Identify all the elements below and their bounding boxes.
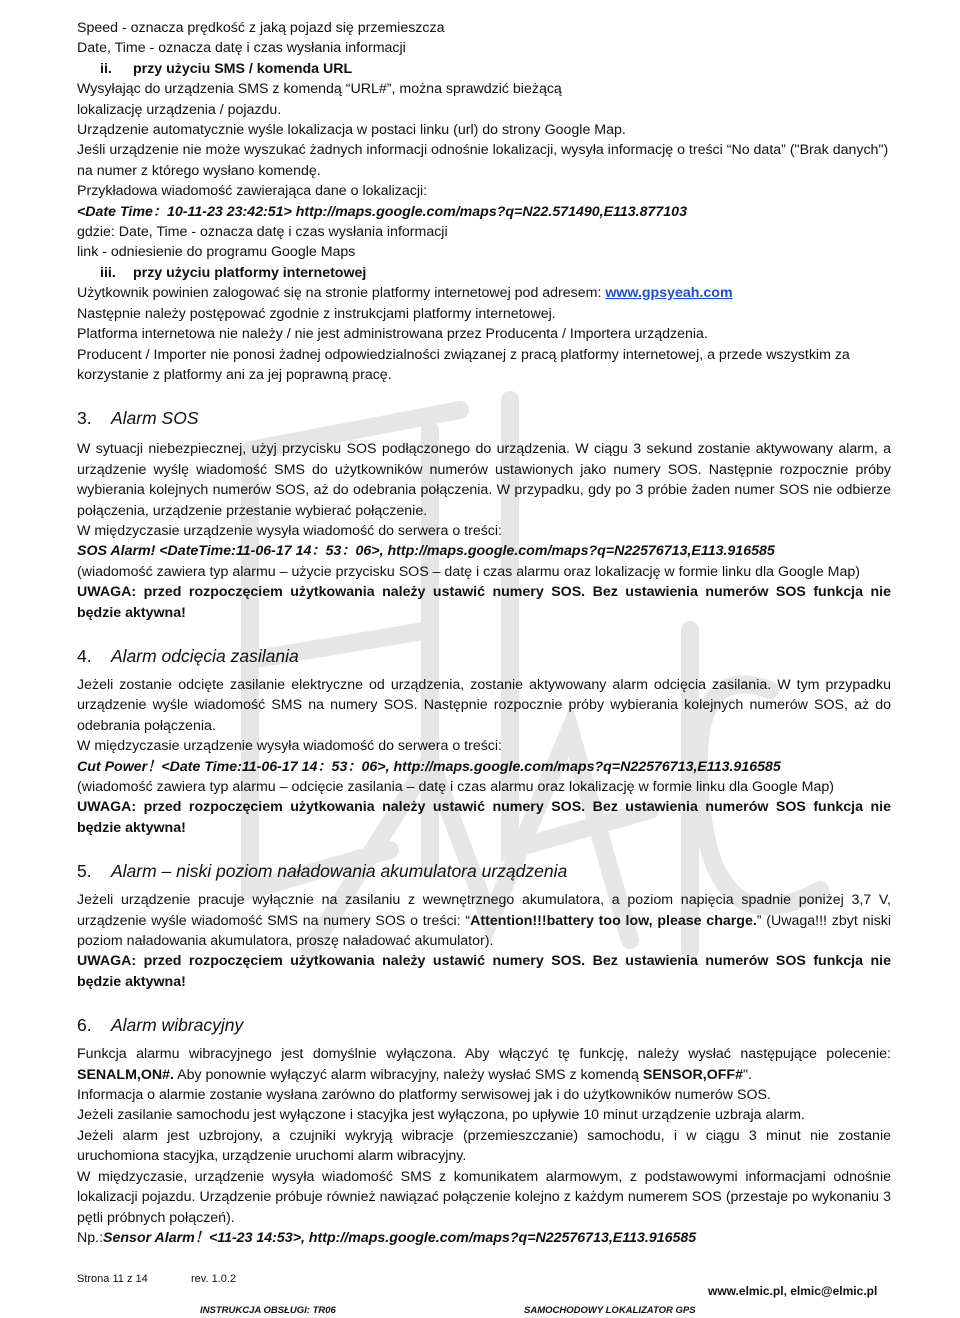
section-number: 4.: [77, 645, 92, 666]
subsection-number: iii.: [100, 264, 116, 281]
manual-title: INSTRUKCJA OBSŁUGI: TR06: [200, 1305, 336, 1316]
warning-note: UWAGA: przed rozpoczęciem użytkowania należy ustawić numery SOS. Bez ustawienia numerów SOS funkcja nie będzie aktywna!: [77, 584, 891, 621]
text-line: Następnie należy postępować zgodnie z instrukcjami platformy internetowej.: [77, 305, 556, 322]
section-title: Alarm – niski poziom naładowania akumulatora urządzenia: [111, 861, 568, 882]
text-paragraph: [77, 890, 891, 951]
example-message: <Date Time：10-11-23 23:42:51> http://maps.google.com/maps?q=N22.571490,E113.877103: [77, 203, 687, 220]
gpsyeah-link[interactable]: www.gpsyeah.com: [605, 285, 733, 302]
section-title: Alarm odcięcia zasilania: [111, 645, 299, 666]
revision: rev. 1.0.2: [191, 1273, 237, 1285]
section-title: Alarm wibracyjny: [111, 1015, 244, 1036]
subsection-title: przy użyciu SMS / komenda URL: [133, 60, 353, 77]
section-number: 3.: [77, 408, 92, 429]
contact-info: www.elmic.pl, elmic@elmic.pl: [708, 1284, 878, 1298]
text-line: (wiadomość zawiera typ alarmu – odcięcie zasilania – datę i czas alarmu oraz lokalizację w formie linku dla Google Map): [77, 779, 835, 795]
text-line: Informacja o alarmie zostanie wysłana zarówno do platformy serwisowej jak i do użytkowników numerów SOS.: [77, 1087, 771, 1104]
section-heading-5: [77, 860, 891, 882]
example-message: [77, 541, 891, 561]
text-line: Urządzenie automatycznie wyśle lokalizacja w postaci linku (url) do strony Google Map.: [77, 122, 626, 139]
example-message: Cut Power！<Date Time:11-06-17 14：53：06>, http://maps.google.com/maps?q=N22576713,E113.916585: [77, 758, 781, 775]
section-number: 5.: [77, 861, 92, 882]
section-heading-4: [77, 645, 891, 667]
subsection-number: ii.: [100, 60, 112, 77]
text-paragraph: W sytuacji niebezpiecznej, użyj przycisku SOS podłączonego do urządzenia. W ciągu 3 sekund zostanie aktywowany alarm, a urządzenie wyślę wiadomość SMS do użytkowników numerów ustawionych jako numery SOS. Następnie rozpocznie próby wybierania kolejnych numerów SOS, aż do odebrania połączenia. W przypadku, gdy po 3 próbie żaden numer SOS nie odbierze połączenia, urządzenie przestanie wybierać połączenie.: [77, 441, 891, 519]
subsection-title: przy użyciu platformy internetowej: [133, 264, 367, 281]
section-title: Alarm SOS: [111, 408, 199, 429]
section-heading-3: [77, 407, 891, 429]
command-sensor-off: SENSOR,OFF#: [642, 1066, 743, 1083]
text-paragraph: Jeżeli zostanie odcięte zasilanie elektryczne od urządzenia, zostanie aktywowany alarm odcięcia zasilania. W tym przypadku urządzenie wyśle wiadomość SMS na numery SOS. Następnie rozpocznie próby wybierania kolejnych numerów SOS, aż do odebrania połączenia.: [77, 676, 891, 734]
text-line: Speed - oznacza prędkość z jaką pojazd się przemieszcza: [77, 20, 445, 36]
warning-note: UWAGA: przed rozpoczęciem użytkowania należy ustawić numery SOS. Bez ustawienia numerów SOS funkcja nie będzie aktywna!: [77, 799, 891, 836]
text-line: W międzyczasie urządzenie wysyła wiadomość do serwera o treści:: [77, 522, 502, 539]
text-line: lokalizację urządzenia / pojazdu.: [77, 101, 282, 118]
text-line: Wysyłając do urządzenia SMS z komendą “URL#”, można sprawdzić bieżącą: [77, 81, 562, 98]
text-paragraph: W międzyczasie, urządzenie wysyła wiadomość SMS z komunikatem alarmowym, z podstawowymi informacjami odnośnie lokalizacji pojazdu. Urządzenie próbuje również nawiązać połączenie kolejno z każdym numerem SOS (przestaje po wykonaniu 3 pętli próbnych połączeń).: [77, 1168, 891, 1226]
alarm-type: SOS Alarm!: [77, 543, 156, 560]
text-line: Date, Time - oznacza datę i czas wysłania informacji: [77, 40, 406, 57]
text-span: Funkcja alarmu wibracyjnego jest domyślnie wyłączona. Aby włączyć tę funkcję, należy wysłać następujące polecenie:: [77, 1046, 891, 1063]
text-line: Platforma internetowa nie należy / nie jest administrowana przez Producenta / Importera urządzenia.: [77, 326, 708, 343]
text-span: ” (Uwaga!!! zbyt niski poziom naładowania akumulatora, proszę naładować akumulator).: [77, 912, 891, 950]
document-body: [77, 18, 891, 1248]
sms-text: Attention!!!battery too low, please charge.: [470, 912, 757, 929]
section-number: 6.: [77, 1015, 92, 1036]
text-line: Jeżeli zasilanie samochodu jest wyłączone i stacyjka jest wyłączona, po upływie 10 minut urządzenie uzbraja alarm.: [77, 1107, 805, 1124]
text-span: Jeżeli urządzenie pracuje wyłącznie na zasilaniu z wewnętrznego akumulatora, a poziom napięcia spadnie poniżej 3,7 V, urządzenie wyśle wiadomość SMS na numery SOS o treści: “: [77, 892, 891, 929]
subsection-heading: [77, 59, 891, 79]
text-paragraph: [77, 1044, 891, 1085]
alarm-message: <DateTime:11-06-17 14：53：06>, http://maps.google.com/maps?q=N22576713,E113.916585: [155, 543, 775, 560]
text-span: ".: [743, 1066, 752, 1083]
text-line: (wiadomość zawiera typ alarmu – użycie przycisku SOS – datę i czas alarmu oraz lokalizację w formie linku dla Google Map): [77, 563, 860, 580]
page-number: Strona 11 z 14: [77, 1273, 148, 1285]
product-name: SAMOCHODOWY LOKALIZATOR GPS: [524, 1305, 696, 1316]
text-span: Np.:: [77, 1229, 104, 1246]
text-line: Przykładowa wiadomość zawierająca dane o lokalizacji:: [77, 183, 428, 200]
example-message: [77, 1228, 891, 1248]
text-span: Użytkownik powinien zalogować się na stronie platformy internetowej pod adresem:: [77, 285, 606, 302]
text-line: link - odniesienie do programu Google Maps: [77, 244, 356, 261]
text-line: W międzyczasie urządzenie wysyła wiadomość do serwera o treści:: [77, 738, 502, 755]
text-span: Aby ponownie wyłączyć alarm wibracyjny, należy wysłać SMS z komendą: [173, 1066, 643, 1083]
warning-note: UWAGA: przed rozpoczęciem użytkowania należy ustawić numery SOS. Bez ustawienia numerów SOS funkcja nie będzie aktywna!: [77, 953, 891, 990]
text-line: [77, 283, 891, 303]
command-senalm-on: SENALM,ON#.: [77, 1066, 174, 1083]
section-heading-6: [77, 1014, 891, 1036]
alarm-message: Sensor Alarm！<11-23 14:53>, http://maps.google.com/maps?q=N22576713,E113.916585: [103, 1229, 697, 1246]
text-line: gdzie: Date, Time - oznacza datę i czas wysłania informacji: [77, 224, 448, 241]
text-paragraph: Jeżeli alarm jest uzbrojony, a czujniki wykryją wibracje (przemieszczanie) samochodu, i w ciągu 3 minut nie zostanie uruchomiona stacyjka, urządzenie uruchomi alarm wibracyjny.: [77, 1127, 891, 1165]
text-paragraph: Producent / Importer nie ponosi żadnej odpowiedzialności związanej z pracą platformy internetowej, a przede wszystkim za korzystanie z platformy ani za jej poprawną pracę.: [77, 346, 850, 383]
subsection-heading: [77, 263, 891, 283]
text-paragraph: Jeśli urządzenie nie może wyszukać żadnych informacji odnośnie lokalizacji, wysyła informację o treści “No data” ("Brak danych") na numer z którego wysłano komendę.: [77, 142, 889, 179]
